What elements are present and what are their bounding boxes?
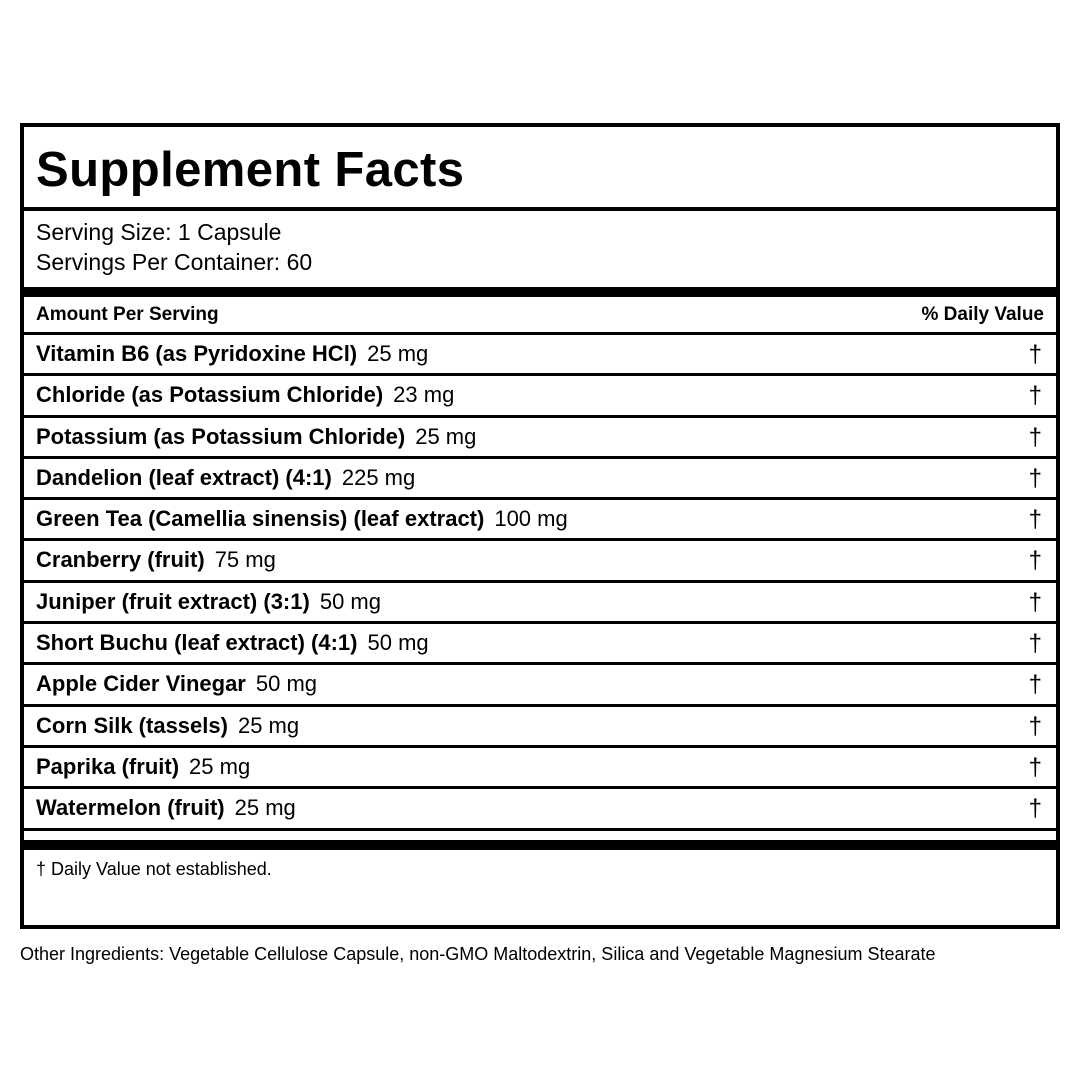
ingredient-amount: 50 mg <box>367 630 429 656</box>
ingredient-name: Corn Silk (tassels) <box>36 712 228 738</box>
ingredient-name: Green Tea (Camellia sinensis) (leaf extract) <box>36 506 485 532</box>
thick-divider-top <box>24 287 1056 297</box>
daily-value-dagger: † <box>1028 588 1042 616</box>
ingredient-row <box>24 786 1056 827</box>
ingredient-amount: 50 mg <box>319 588 381 614</box>
title-divider <box>24 207 1056 211</box>
ingredient-amount: 25 mg <box>234 795 296 821</box>
daily-value-dagger: † <box>1028 382 1042 410</box>
ingredient-amount: 100 mg <box>494 506 568 532</box>
daily-value-dagger: † <box>1028 506 1042 534</box>
ingredient-row <box>24 704 1056 745</box>
ingredient-table <box>24 332 1056 828</box>
daily-value-dagger: † <box>1028 547 1042 575</box>
ingredient-amount: 25 mg <box>189 753 251 779</box>
daily-value-dagger: † <box>1028 464 1042 492</box>
daily-value-dagger: † <box>1028 795 1042 823</box>
ingredient-row <box>24 538 1056 579</box>
other-ingredients: Other Ingredients: Vegetable Cellulose Capsule, non-GMO Maltodextrin, Silica and Vegetable Magnesium Stearate <box>20 944 936 964</box>
ingredient-row <box>24 621 1056 662</box>
ingredient-name: Juniper (fruit extract) (3:1) <box>36 588 310 614</box>
ingredient-row <box>24 662 1056 703</box>
daily-value-dagger: † <box>1028 423 1042 451</box>
ingredient-name: Watermelon (fruit) <box>36 795 225 821</box>
ingredient-amount: 50 mg <box>255 671 318 697</box>
daily-value-dagger: † <box>1028 341 1042 368</box>
ingredient-row <box>24 332 1056 373</box>
ingredient-amount: 25 mg <box>237 712 300 738</box>
daily-value-dagger: † <box>1028 712 1042 740</box>
ingredient-name: Apple Cider Vinegar <box>36 671 246 697</box>
ingredient-row <box>24 580 1056 621</box>
serving-size: Serving Size: 1 Capsule <box>36 219 282 245</box>
supplement-facts-panel <box>20 123 1060 929</box>
ingredient-row <box>24 497 1056 538</box>
daily-value-dagger: † <box>1028 671 1042 699</box>
bottom-thin-divider <box>24 828 1056 831</box>
ingredient-row <box>24 456 1056 497</box>
daily-value-dagger: † <box>1028 630 1042 658</box>
ingredient-amount: 75 mg <box>214 547 276 573</box>
ingredient-row <box>24 415 1056 456</box>
ingredient-amount: 225 mg <box>341 464 416 490</box>
ingredient-amount: 25 mg <box>415 423 477 449</box>
ingredient-name: Vitamin B6 (as Pyridoxine HCl) <box>36 341 358 366</box>
ingredient-name: Chloride (as Potassium Chloride) <box>36 382 384 408</box>
daily-value-dagger: † <box>1028 753 1042 781</box>
ingredient-amount: 23 mg <box>393 382 455 408</box>
ingredient-name: Potassium (as Potassium Chloride) <box>36 423 406 449</box>
daily-value-footnote: † Daily Value not established. <box>36 859 272 879</box>
ingredient-row <box>24 373 1056 414</box>
ingredient-row <box>24 745 1056 786</box>
amount-per-serving-header: Amount Per Serving <box>36 304 219 325</box>
ingredient-amount: 25 mg <box>367 341 429 366</box>
ingredient-name: Cranberry (fruit) <box>36 547 205 573</box>
ingredient-name: Paprika (fruit) <box>36 753 180 779</box>
ingredient-name: Dandelion (leaf extract) (4:1) <box>36 464 332 490</box>
servings-per-container: Servings Per Container: 60 <box>36 249 313 275</box>
thick-divider-bottom <box>24 840 1056 850</box>
daily-value-header: % Daily Value <box>921 304 1044 325</box>
ingredient-name: Short Buchu (leaf extract) (4:1) <box>36 630 358 656</box>
panel-title: Supplement Facts <box>36 143 465 197</box>
